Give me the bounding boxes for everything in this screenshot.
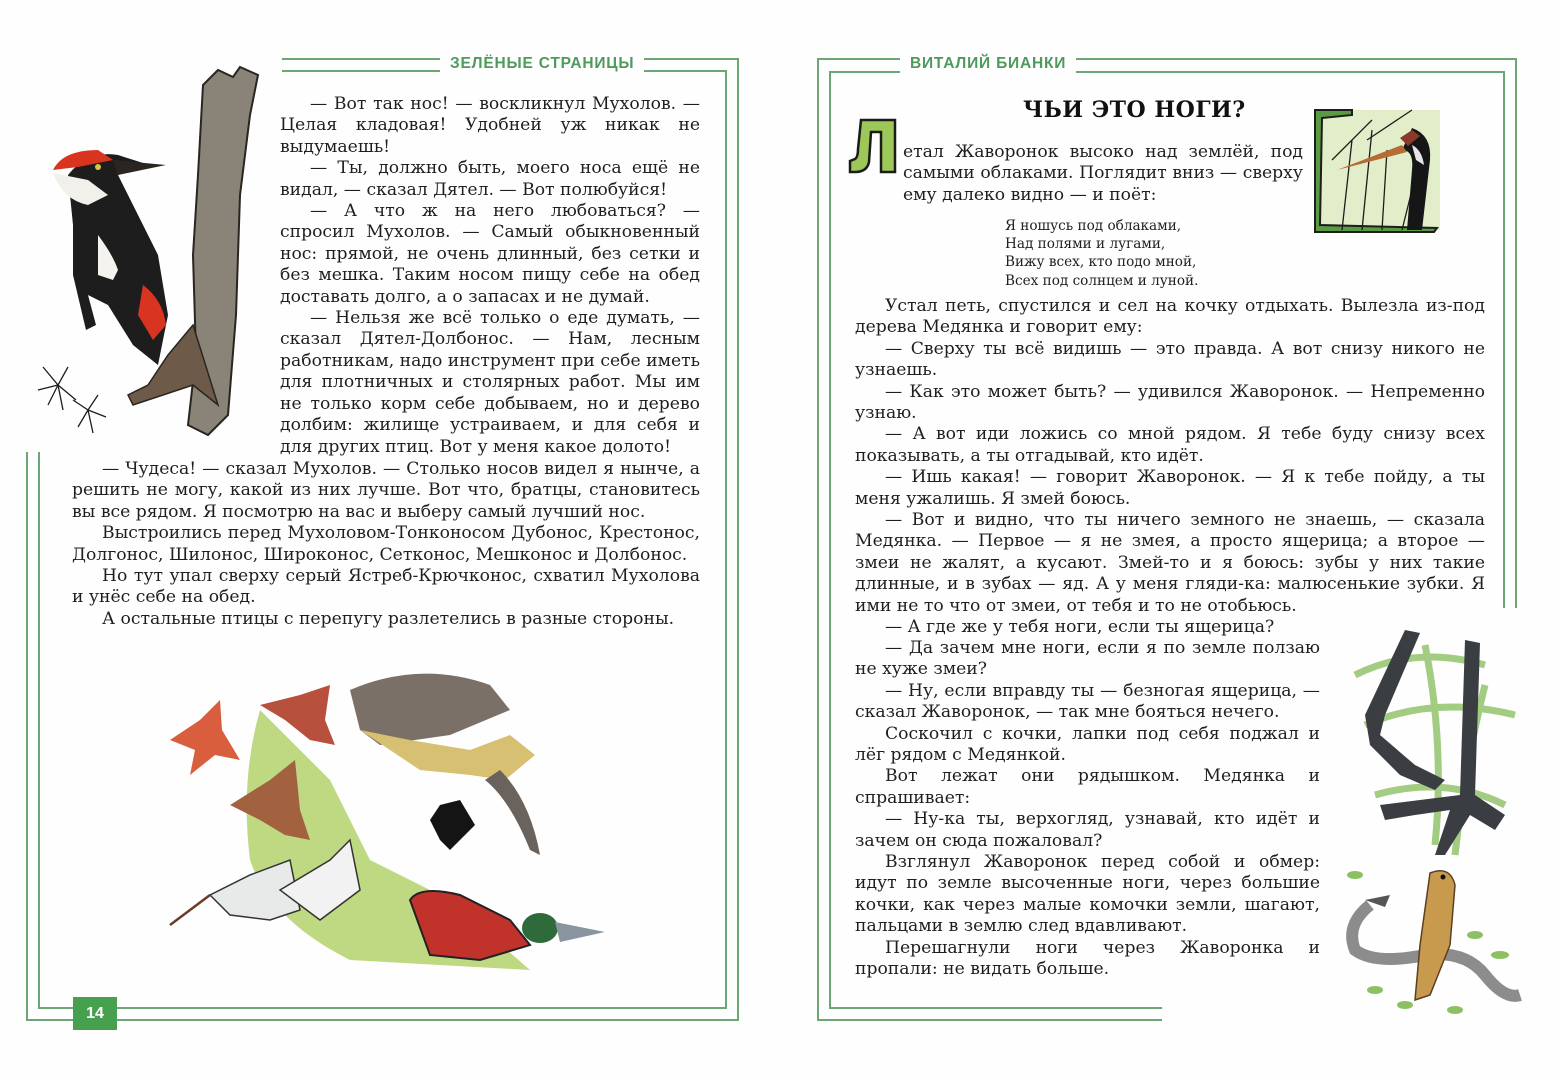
running-head-right: ВИТАЛИЙ БИАНКИ <box>900 53 1076 75</box>
shoveler-duck-body <box>410 891 530 960</box>
lark-eye <box>1441 875 1446 880</box>
frame-line <box>26 452 28 1021</box>
left-text-wide <box>72 459 700 630</box>
paragraph: — А вот иди ложись со мной рядом. Я тебе буду снизу всех показывать, а ты отгадывай, кто идёт. <box>855 424 1485 466</box>
frame-line <box>737 58 739 1021</box>
crane-head-illustration <box>1312 100 1447 235</box>
paragraph: — Ну-ка ты, верхогляд, узнавай, кто идёт и зачем он сюда пожаловал? <box>855 809 1320 851</box>
paragraph: — Как это может быть? — удивился Жаворонок. — Непременно узнаю. <box>855 381 1485 424</box>
right-text-narrow <box>855 638 1320 981</box>
running-head-left: ЗЕЛЁНЫЕ СТРАНИЦЫ <box>440 53 644 75</box>
paragraph: — А где же у тебя ноги, если ты ящерица? <box>885 617 1275 638</box>
paragraph: Устал петь, спустился и сел на кочку отдыхать. Вылезла из-под дерева Медянка и говорит ему: <box>855 296 1485 338</box>
duck-head <box>522 913 558 943</box>
paragraph: Но тут упал сверху серый Ястреб-Крючконос, схватил Мухолова и унёс себе на обед. <box>72 566 700 608</box>
frame-line <box>26 1019 739 1021</box>
paragraph: — Вот и видно, что ты ничего земного не знаешь, — сказала Медянка. — Первое — я не змея, а просто ящерица; а второе — змеи не жалят, а кусают. Змей-то и я боюсь: зубы у них такие длинные, и в зубах — яд. А у меня гляди-ка: малюсенькие зубки. Я ими не то что от змеи, от тебя и то не отобьюсь. <box>855 510 1485 616</box>
caught-flycatcher <box>430 800 475 850</box>
paragraph: — Ты, должно быть, моего носа ещё не видал, — сказал Дятел. — Вот полюбуйся! <box>280 158 700 200</box>
paragraph: А остальные птицы с перепугу разлетелись в разные стороны. <box>102 608 675 629</box>
paragraph: — Вот так нос! — воскликнул Мухолов. — Целая кладовая! Удобней уж никак не выдумаешь! <box>280 94 700 157</box>
drop-cap-shape <box>850 120 895 172</box>
red-bird <box>170 700 240 775</box>
curlew-beak <box>170 895 210 925</box>
crane-legs-illustration <box>1335 605 1535 1025</box>
frame-line <box>829 71 831 1009</box>
lark-poem <box>1005 217 1198 290</box>
right-text-wide <box>855 296 1485 639</box>
frame-line <box>817 1019 1162 1021</box>
opening-paragraph: етал Жаворонок высоко над землёй, под самыми облаками. Поглядит вниз — сверху ему далеко видно — и поёт: <box>903 142 1303 205</box>
frame-line <box>38 452 40 1009</box>
woodpecker-eye <box>95 164 101 170</box>
left-text-narrow <box>280 94 700 458</box>
paragraph: — Ишь какая! — говорит Жаворонок. — Я к тебе пойду, а ты меня ужалишь. Я змей боюсь. <box>855 467 1485 509</box>
story-title: ЧЬИ ЭТО НОГИ? <box>1023 97 1246 123</box>
paragraph: Перешагнули ноги через Жаворонка и пропали: не видать больше. <box>855 937 1320 980</box>
drop-cap-text: Л <box>873 157 874 158</box>
birds-illustration <box>150 660 650 980</box>
paragraph: Выстроились перед Мухоловом-Тонконосом Дубонос, Крестонос, Долгонос, Шилонос, Широконос, Сетконос, Мешконос и Долбонос. <box>72 523 700 565</box>
paragraph: — Чудеса! — сказал Мухолов. — Столько носов видел я нынче, а решить не могу, какой из них лучше. Вот что, братцы, становитесь вы все рядом. Я посмотрю на вас и выберу самый лучший нос. <box>72 459 700 522</box>
poem-line: Вижу всех, кто подо мной, <box>1005 254 1197 271</box>
paragraph: — Да зачем мне ноги, если я по земле ползаю не хуже змеи? <box>855 638 1320 680</box>
hawk-lower-wing <box>485 770 540 855</box>
paragraph: Соскочил с кочки, лапки под себя поджал и лёг рядом с Медянкой. <box>855 723 1320 766</box>
paragraph: Вот лежат они рядышком. Медянка и спрашивает: <box>855 766 1320 808</box>
drop-cap-letter-l <box>847 117 899 175</box>
page-number: 14 <box>73 997 117 1030</box>
duck-bill <box>555 922 605 942</box>
poem-line: Над полями и лугами, <box>1005 236 1166 253</box>
woodpecker-illustration <box>18 55 268 450</box>
hawk-body <box>360 730 535 780</box>
frame-line <box>38 1007 727 1009</box>
right-opening <box>903 142 1303 206</box>
paragraph: Взглянул Жаворонок перед собой и обмер: идут по земле высоченные ноги, через большие кочки, как через малые комочки земли, шагают, пальцами в землю след вдавливают. <box>855 852 1320 937</box>
paragraph: — Ну, если вправду ты — безногая ящерица, — сказал Жаворонок, — так мне бояться нечего. <box>855 680 1320 723</box>
frame-line <box>1503 71 1505 608</box>
frame-line <box>817 58 819 1021</box>
poem-line: Всех под солнцем и луной. <box>1005 272 1199 289</box>
frame-line <box>725 70 727 1009</box>
frame-line <box>1515 58 1517 608</box>
paragraph: — Нельзя же всё только о еде думать, — сказал Дятел-Долбонос. — Нам, лесным работникам, надо инструмент при себе иметь для плотничных и столярных работ. Мы им не только корм себе добываем, но и дерево долбим: жилище устраиваем, и для себя и для других птиц. Вот у меня какое долото! <box>280 308 700 457</box>
paragraph: — А что ж на него любоваться? — спросил Мухолов. — Самый обыкновенный нос: прямой, не очень длинный, без сетки и без мешка. Таким носом пищу себе на обед доставать долго, а о запасах и не думай. <box>280 201 700 307</box>
frame-line <box>829 1007 1162 1009</box>
lark <box>1415 871 1455 1000</box>
paragraph: — Сверху ты всё видишь — это правда. А вот снизу никого не узнаешь. <box>855 338 1485 381</box>
poem-line: Я ношусь под облаками, <box>1005 218 1182 234</box>
pine-needles <box>38 367 106 433</box>
